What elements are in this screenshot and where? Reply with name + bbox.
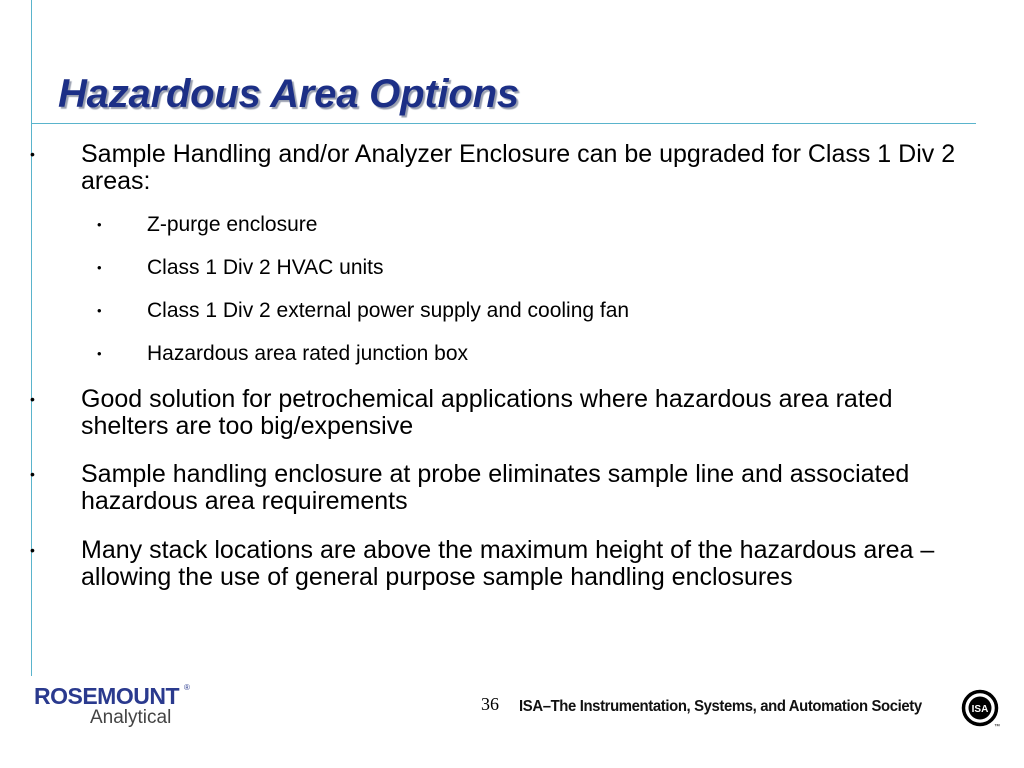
sub-bullet-marker: •: [97, 303, 102, 318]
bullet-text: Sample Handling and/or Analyzer Enclosure can be upgraded for Class 1 Div 2 areas:: [81, 140, 956, 195]
bullet-marker: •: [30, 391, 35, 407]
sub-bullet-text: Class 1 Div 2 HVAC units: [147, 256, 384, 279]
title-underline: [31, 123, 976, 124]
sub-bullet-marker: •: [97, 260, 102, 275]
logo-trademark: ®: [184, 683, 190, 692]
sub-bullet-text: Class 1 Div 2 external power supply and cooling fan: [147, 299, 630, 322]
sub-bullet-text: Hazardous area rated junction box: [147, 342, 469, 365]
bullet-text: Many stack locations are above the maximum height of the hazardous area – allowing the use of general purpose sample handling enclosures: [81, 536, 935, 591]
isa-logo-icon: [961, 689, 1001, 729]
sub-bullet-marker: •: [97, 346, 102, 361]
bullet-marker: •: [30, 146, 35, 162]
page-number: 36: [481, 694, 499, 714]
isa-logo-trademark: ™: [994, 724, 1000, 729]
bullet-text: Sample handling enclosure at probe eliminates sample line and associated hazardous area requirements: [81, 460, 910, 515]
bullet-marker: •: [30, 542, 35, 558]
bullet-text: Good solution for petrochemical applications where hazardous area rated shelters are too big/expensive: [81, 385, 893, 440]
sub-bullet-marker: •: [97, 217, 102, 232]
isa-logo-label: ISA: [971, 704, 989, 715]
logo-subtitle: Analytical: [90, 707, 172, 728]
left-accent-line: [31, 0, 32, 676]
slide-title: Hazardous Area Options: [58, 72, 519, 116]
logo-company-name: ROSEMOUNT: [34, 683, 179, 709]
society-name: ISA–The Instrumentation, Systems, and Automation Society: [519, 698, 922, 715]
sub-bullet-text: Z-purge enclosure: [147, 213, 318, 236]
bullet-marker: •: [30, 466, 35, 482]
rosemount-logo: [34, 683, 194, 733]
